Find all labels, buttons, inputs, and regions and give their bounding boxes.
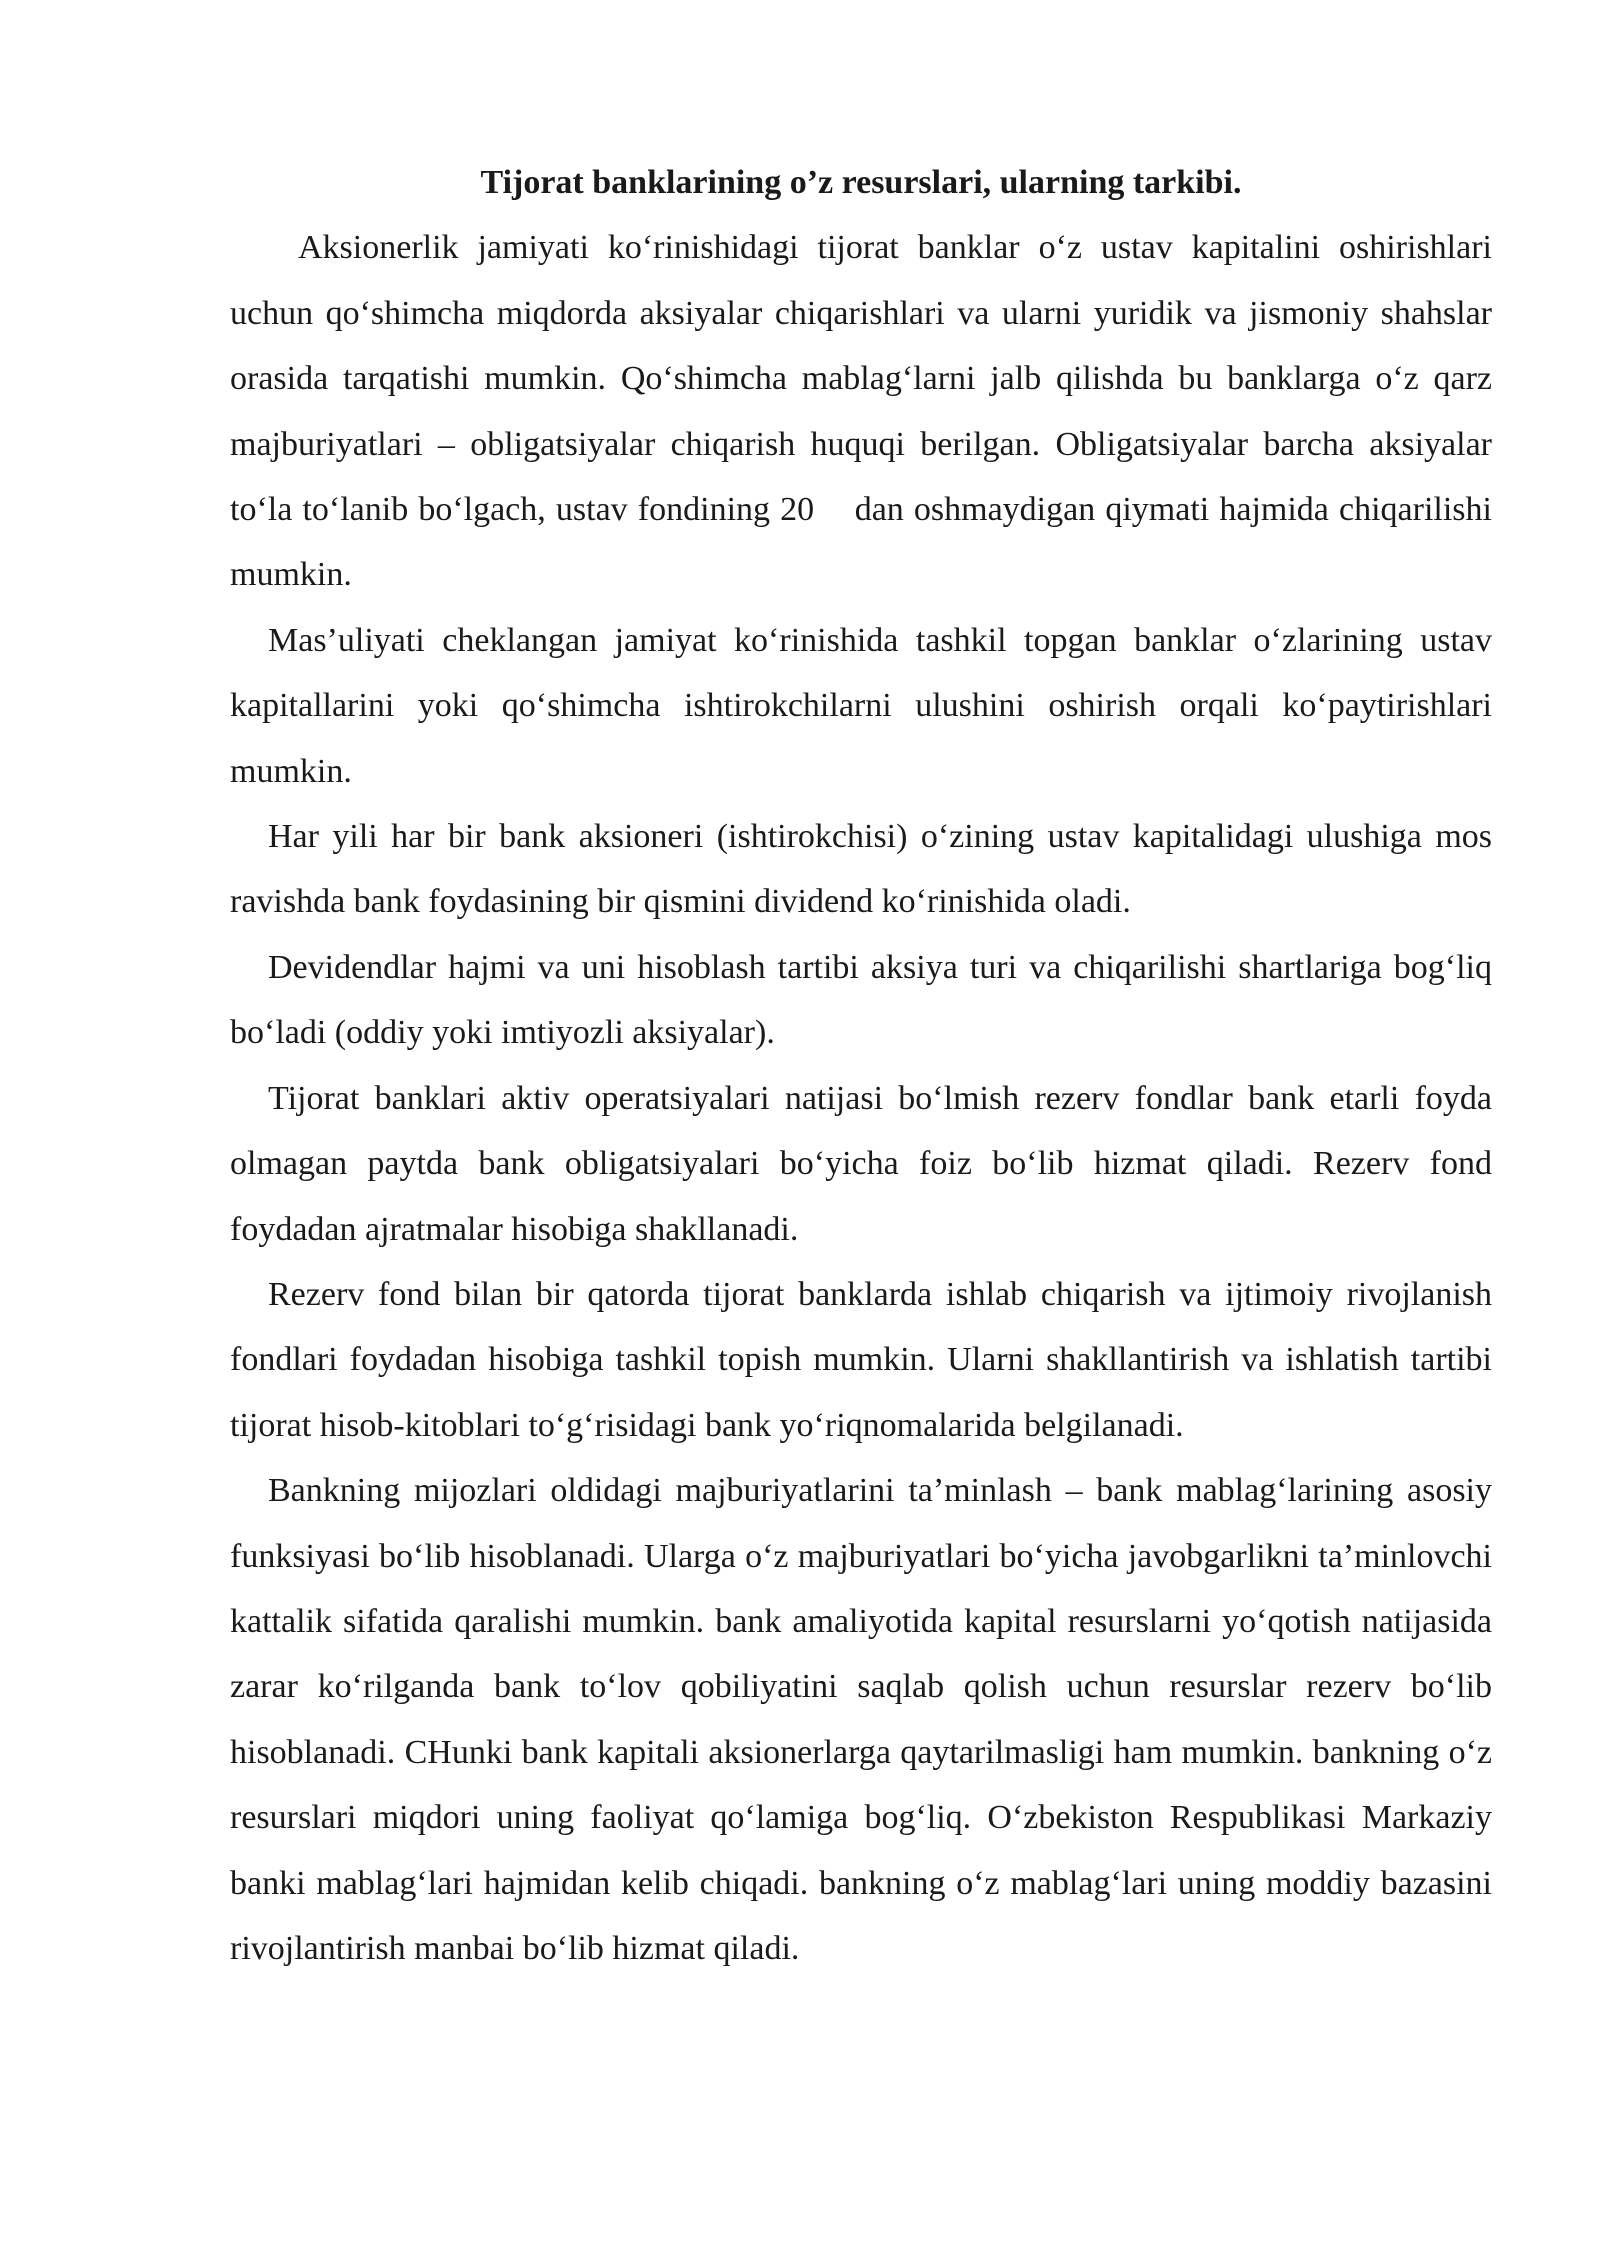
paragraph-llc-capital: Mas’uliyati cheklangan jamiyat ko‘rinishida tashkil topgan banklar o‘zlarining ustav kapitallarini yoki qo‘shimcha ishtirokchilarni ulushini oshirish orqali ko‘paytirishlari mumkin. [230, 621, 1492, 790]
paragraph-dividend-size: Devidendlar hajmi va uni hisoblash tartibi aksiya turi va chiqarilishi shartlariga bog‘liq bo‘ladi (oddiy yoki imtiyozli aksiyalar). [230, 948, 1492, 1052]
paragraph-development-funds: Rezerv fond bilan bir qatorda tijorat banklarda ishlab chiqarish va ijtimoiy rivojlanish fondlari foydadan hisobiga tashkil topish mumkin. Ularni shakllantirish va ishlatish tartibi tijorat hisob-kitoblari to‘g‘risidagi bank yo‘riqnomalarida belgilanadi. [230, 1275, 1492, 1444]
paragraph-dividends: Har yili har bir bank aksioneri (ishtirokchisi) o‘zining ustav kapitalidagi ulushiga mos ravishda bank foydasining bir qismini dividend ko‘rinishida oladi. [230, 818, 1492, 921]
paragraph-obligations: Bankning mijozlari oldidagi majburiyatlarini ta’minlash – bank mablag‘larining asosiy funksiyasi bo‘lib hisoblanadi. Ularga o‘z majburiyatlari bo‘yicha javobgarlikni ta’minlovchi kattalik sifatida qaralishi mumkin. bank amaliyotida kapital resurslarni yo‘qotish natijasida zarar ko‘rilganda bank to‘lov qobiliyatini saqlab qolish uchun resurslar rezerv bo‘lib hisoblanadi. CHunki bank kapitali aksionerlarga qaytarilmasligi ham mumkin. bankning o‘z resurslari miqdori uning faoliyat qo‘lamiga bog‘liq. O‘zbekiston Respublikasi Markaziy banki mablag‘lari hajmidan kelib chiqadi. bankning o‘z mablag‘lari uning moddiy bazasini rivojlantirish manbai bo‘lib hizmat qiladi. [230, 1472, 1492, 1967]
paragraph-reserve-funds: Tijorat banklari aktiv operatsiyalari natijasi bo‘lmish rezerv fondlar bank etarli foyda olmagan paytda bank obligatsiyalari bo‘yicha foiz bo‘lib hizmat qiladi. Rezerv fond foydadan ajratmalar hisobiga shakllanadi. [230, 1079, 1492, 1248]
document-title: Tijorat banklarining o’z resurslari, ularning tarkibi. [480, 164, 1242, 201]
document-body [230, 150, 1501, 1981]
paragraph-share-issuance: Aksionerlik jamiyati ko‘rinishidagi tijorat banklar o‘z ustav kapitalini oshirishlari uchun qo‘shimcha miqdorda aksiyalar chiqarishlari va ularni yuridik va jismoniy shahslar orasida tarqatishi mumkin. Qo‘shimcha mablag‘larni jalb qilishda bu banklarga o‘z qarz majburiyatlari – obligatsiyalar chiqarish huquqi berilgan. Obligatsiyalar barcha aksiyalar to‘la to‘lanib bo‘lgach, ustav fondining 20 dan oshmaydigan qiymati hajmida chiqarilishi mumkin. [230, 229, 1501, 594]
